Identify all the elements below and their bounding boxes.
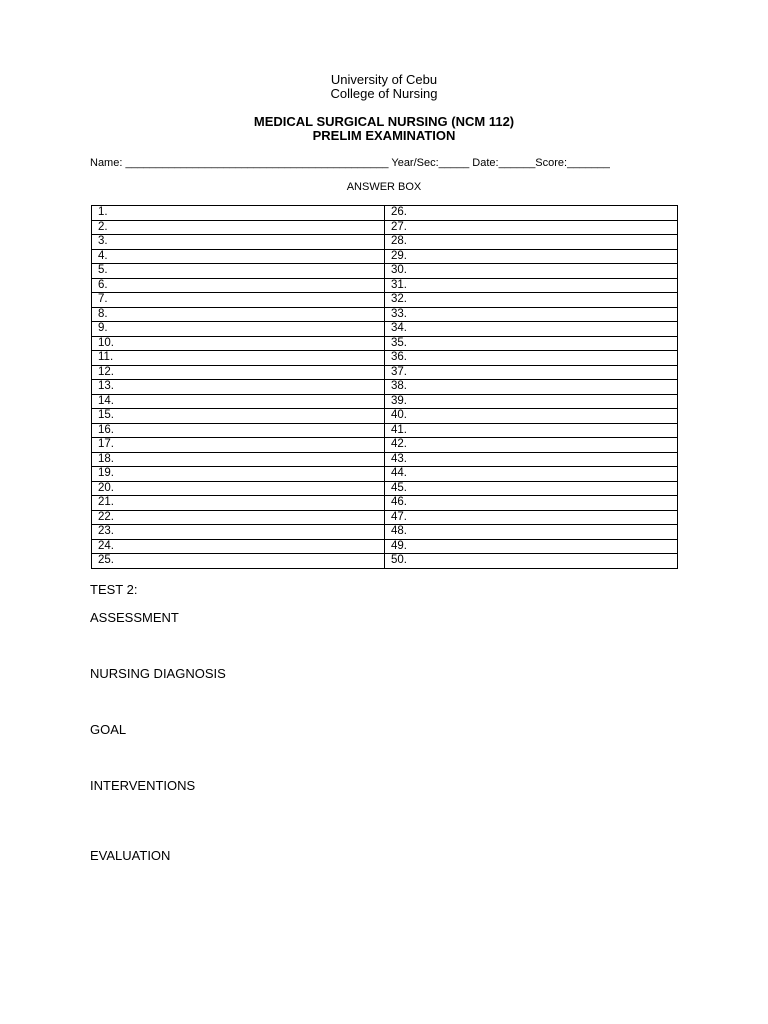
answer-cell-right: 35. [385, 336, 678, 351]
answer-cell-right: 37. [385, 365, 678, 380]
answer-cell-right: 31. [385, 278, 678, 293]
answer-cell-right: 46. [385, 496, 678, 511]
answer-cell-right: 39. [385, 394, 678, 409]
answer-cell-left: 18. [92, 452, 385, 467]
answer-row [92, 452, 678, 467]
answer-row [92, 525, 678, 540]
answer-row [92, 336, 678, 351]
answer-row [92, 539, 678, 554]
answer-cell-right: 40. [385, 409, 678, 424]
answer-box-label: ANSWER BOX [346, 181, 422, 193]
answer-row [92, 554, 678, 569]
answer-cell-right: 26. [385, 206, 678, 221]
answer-cell-left: 1. [92, 206, 385, 221]
answer-cell-left: 22. [92, 510, 385, 525]
answer-cell-right: 38. [385, 380, 678, 395]
answer-cell-left: 3. [92, 235, 385, 250]
answer-cell-left: 13. [92, 380, 385, 395]
answer-row [92, 293, 678, 308]
answer-row [92, 206, 678, 221]
answer-cell-left: 2. [92, 220, 385, 235]
answer-cell-left: 16. [92, 423, 385, 438]
answer-cell-left: 9. [92, 322, 385, 337]
answer-cell-left: 12. [92, 365, 385, 380]
answer-cell-right: 36. [385, 351, 678, 366]
answer-cell-left: 14. [92, 394, 385, 409]
answer-row [92, 264, 678, 279]
answer-row [92, 467, 678, 482]
answer-cell-right: 42. [385, 438, 678, 453]
answer-row [92, 322, 678, 337]
section-evaluation: EVALUATION [90, 848, 171, 863]
answer-cell-left: 25. [92, 554, 385, 569]
course-title: MEDICAL SURGICAL NURSING (NCM 112) [253, 114, 515, 129]
answer-cell-left: 6. [92, 278, 385, 293]
answer-row [92, 409, 678, 424]
answer-cell-left: 19. [92, 467, 385, 482]
section-nursing-diagnosis: NURSING DIAGNOSIS [90, 666, 226, 681]
section-interventions: INTERVENTIONS [90, 778, 196, 793]
answer-row [92, 496, 678, 511]
answer-cell-left: 17. [92, 438, 385, 453]
answer-row [92, 278, 678, 293]
answer-cell-right: 34. [385, 322, 678, 337]
answer-cell-right: 45. [385, 481, 678, 496]
answer-table [91, 205, 678, 569]
answer-cell-right: 30. [385, 264, 678, 279]
answer-row [92, 220, 678, 235]
answer-row [92, 481, 678, 496]
answer-cell-right: 29. [385, 249, 678, 264]
answer-cell-right: 28. [385, 235, 678, 250]
answer-row [92, 365, 678, 380]
answer-cell-left: 20. [92, 481, 385, 496]
answer-cell-right: 33. [385, 307, 678, 322]
answer-cell-left: 7. [92, 293, 385, 308]
answer-row [92, 438, 678, 453]
answer-cell-left: 5. [92, 264, 385, 279]
answer-cell-left: 24. [92, 539, 385, 554]
answer-cell-left: 23. [92, 525, 385, 540]
answer-row [92, 351, 678, 366]
exam-title: PRELIM EXAMINATION [312, 128, 456, 143]
answer-cell-right: 44. [385, 467, 678, 482]
answer-cell-right: 41. [385, 423, 678, 438]
college-name: College of Nursing [330, 86, 438, 101]
answer-cell-right: 47. [385, 510, 678, 525]
answer-cell-left: 21. [92, 496, 385, 511]
answer-cell-right: 48. [385, 525, 678, 540]
answer-row [92, 307, 678, 322]
test2-title: TEST 2: [90, 582, 138, 597]
answer-cell-right: 32. [385, 293, 678, 308]
answer-row [92, 394, 678, 409]
answer-cell-left: 8. [92, 307, 385, 322]
answer-cell-right: 50. [385, 554, 678, 569]
answer-cell-right: 49. [385, 539, 678, 554]
answer-cell-left: 4. [92, 249, 385, 264]
answer-cell-left: 15. [92, 409, 385, 424]
student-info-line: Name: ___________________________________________ Year/Sec:_____ Date:______Score:_______ [90, 157, 610, 169]
answer-cell-left: 10. [92, 336, 385, 351]
answer-row [92, 235, 678, 250]
university-name: University of Cebu [330, 72, 438, 87]
answer-cell-left: 11. [92, 351, 385, 366]
answer-row [92, 249, 678, 264]
answer-row [92, 423, 678, 438]
section-assessment: ASSESSMENT [90, 610, 179, 625]
section-goal: GOAL [90, 722, 127, 737]
answer-row [92, 380, 678, 395]
answer-cell-right: 43. [385, 452, 678, 467]
answer-cell-right: 27. [385, 220, 678, 235]
answer-row [92, 510, 678, 525]
